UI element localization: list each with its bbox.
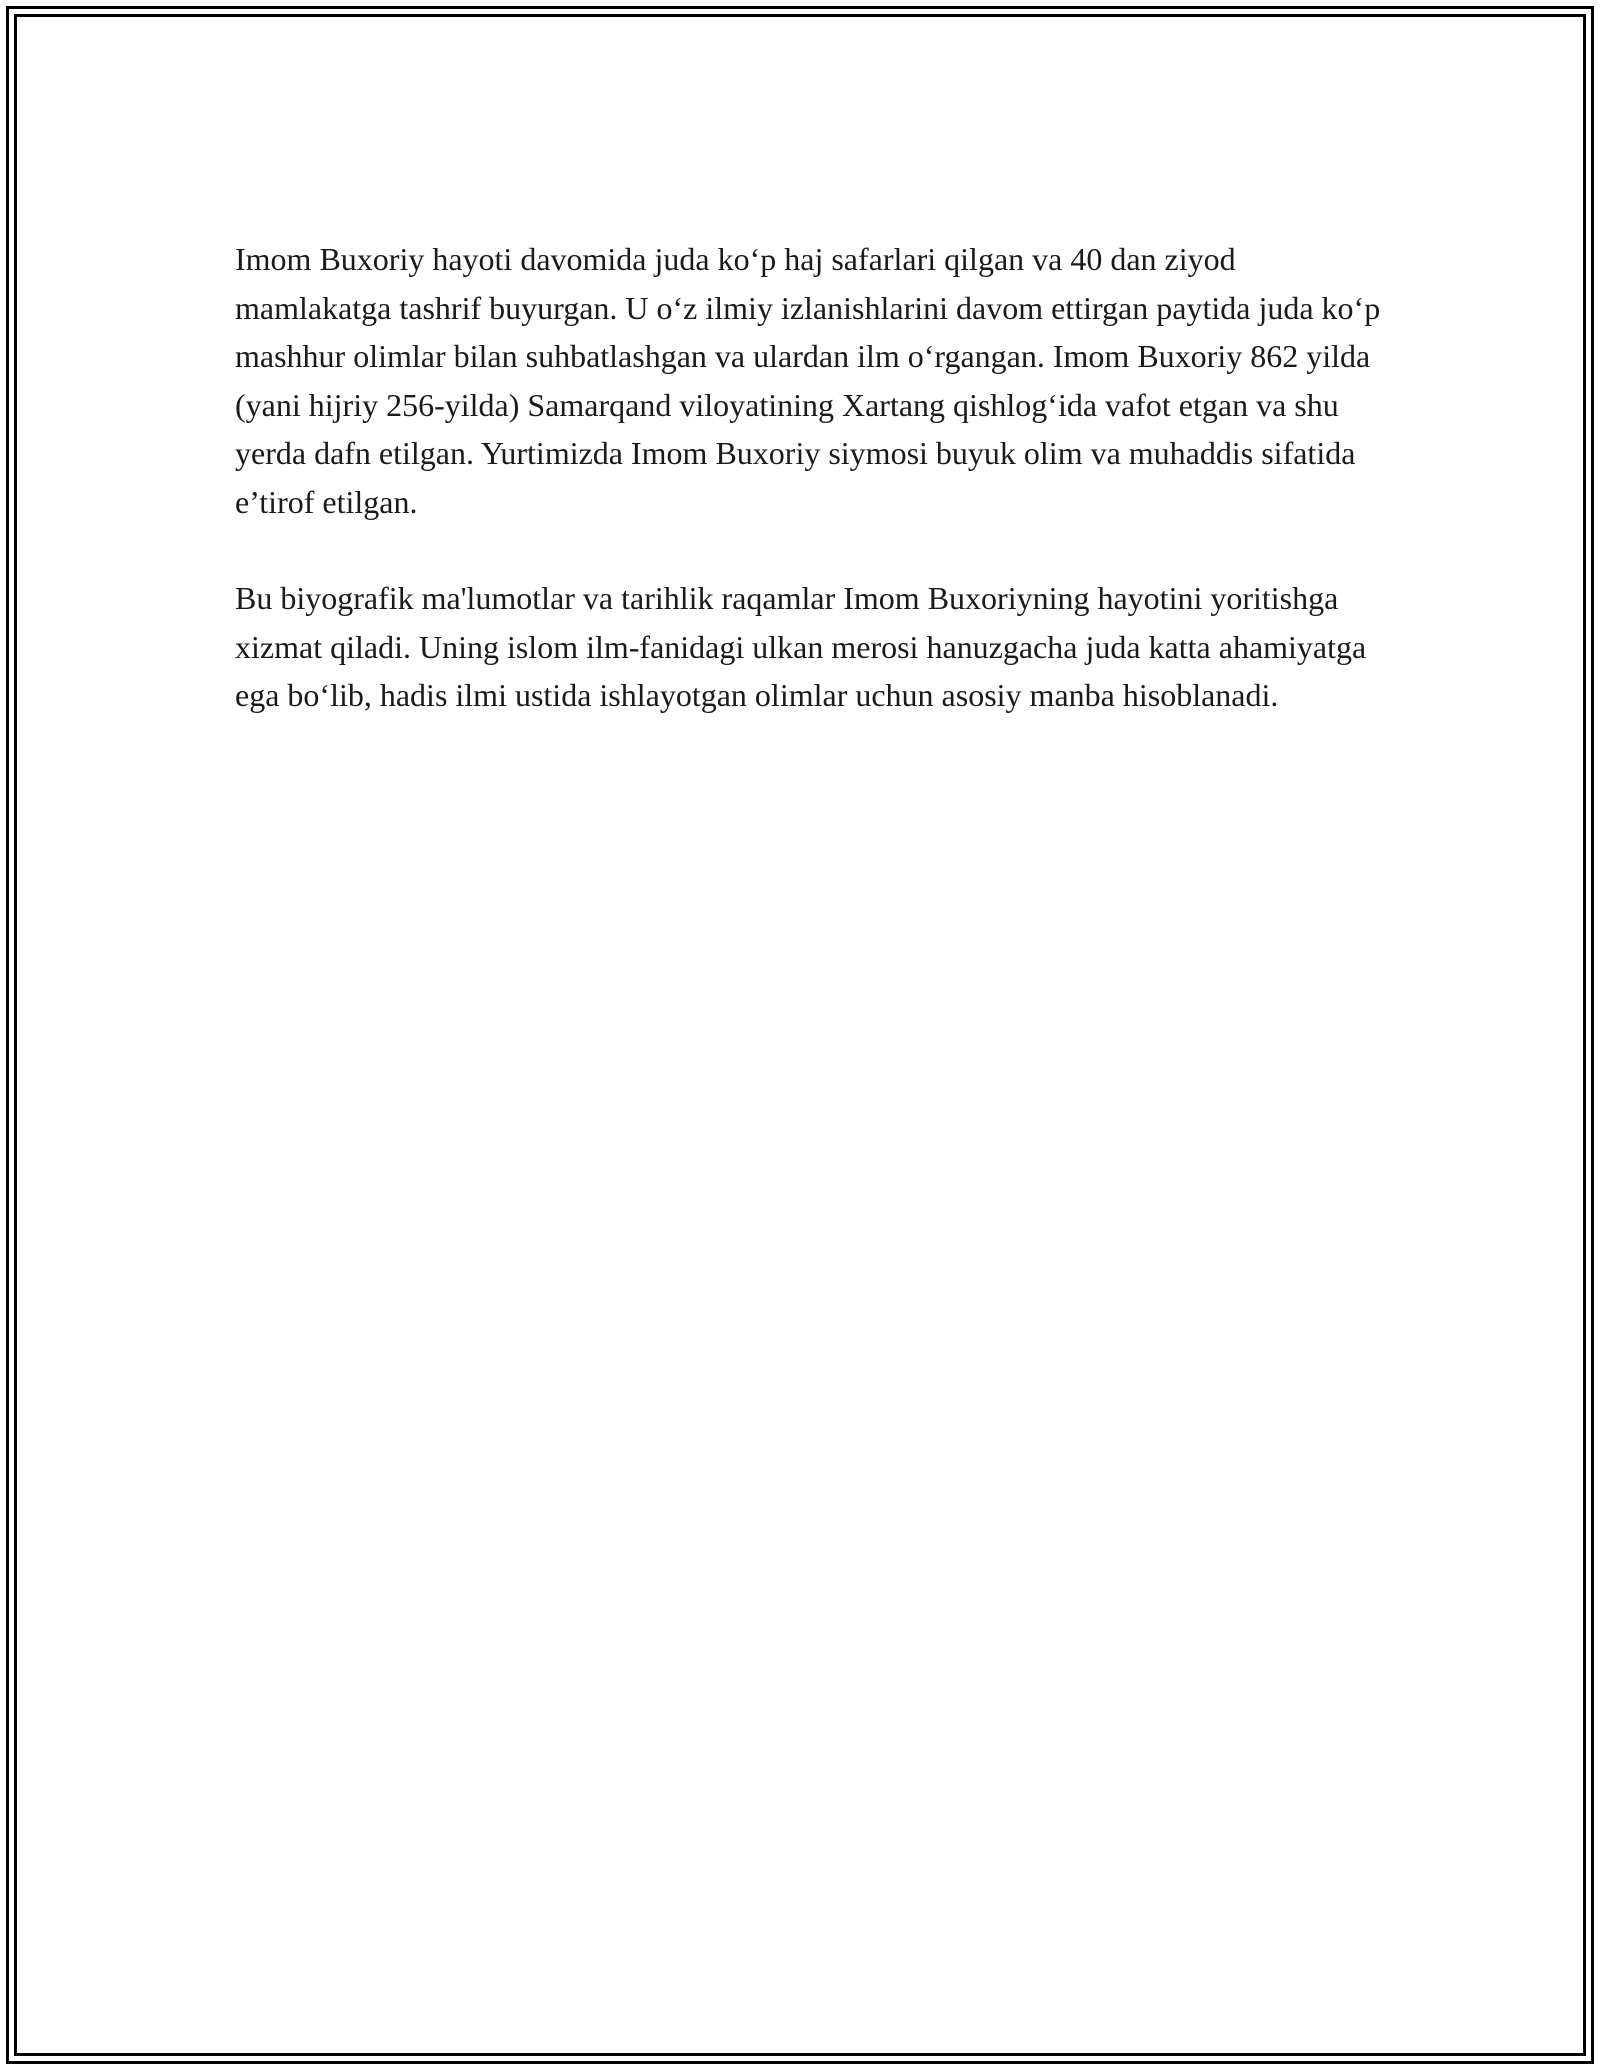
paragraph-1: Imom Buxoriy hayoti davomida juda ko‘p haj safarlari qilgan va 40 dan ziyod mamlakatga tashrif buyurgan. U o‘z ilmiy izlanishlarini davom ettirgan paytida juda ko‘p mashhur olimlar bilan suhbatlashgan va ulardan ilm o‘rgangan. Imom Buxoriy 862 yilda (yani hijriy 256-yilda) Samarqand viloyatining Xartang qishlog‘ida vafot etgan va shu yerda dafn etilgan. Yurtimizda Imom Buxoriy siymosi buyuk olim va muhaddis sifatida e’tirof etilgan. bbox=[235, 241, 1381, 520]
paragraph-2: Bu biyografik ma'lumotlar va tarihlik raqamlar Imom Buxoriyning hayotini yoritishga xizmat qiladi. Uning islom ilm-fanidagi ulkan merosi hanuzgacha juda katta ahamiyatga ega bo‘lib, hadis ilmi ustida ishlayotgan olimlar uchun asosiy manba hisoblanadi. bbox=[235, 580, 1367, 713]
page-frame bbox=[6, 6, 1594, 2064]
document-body bbox=[235, 235, 1385, 768]
